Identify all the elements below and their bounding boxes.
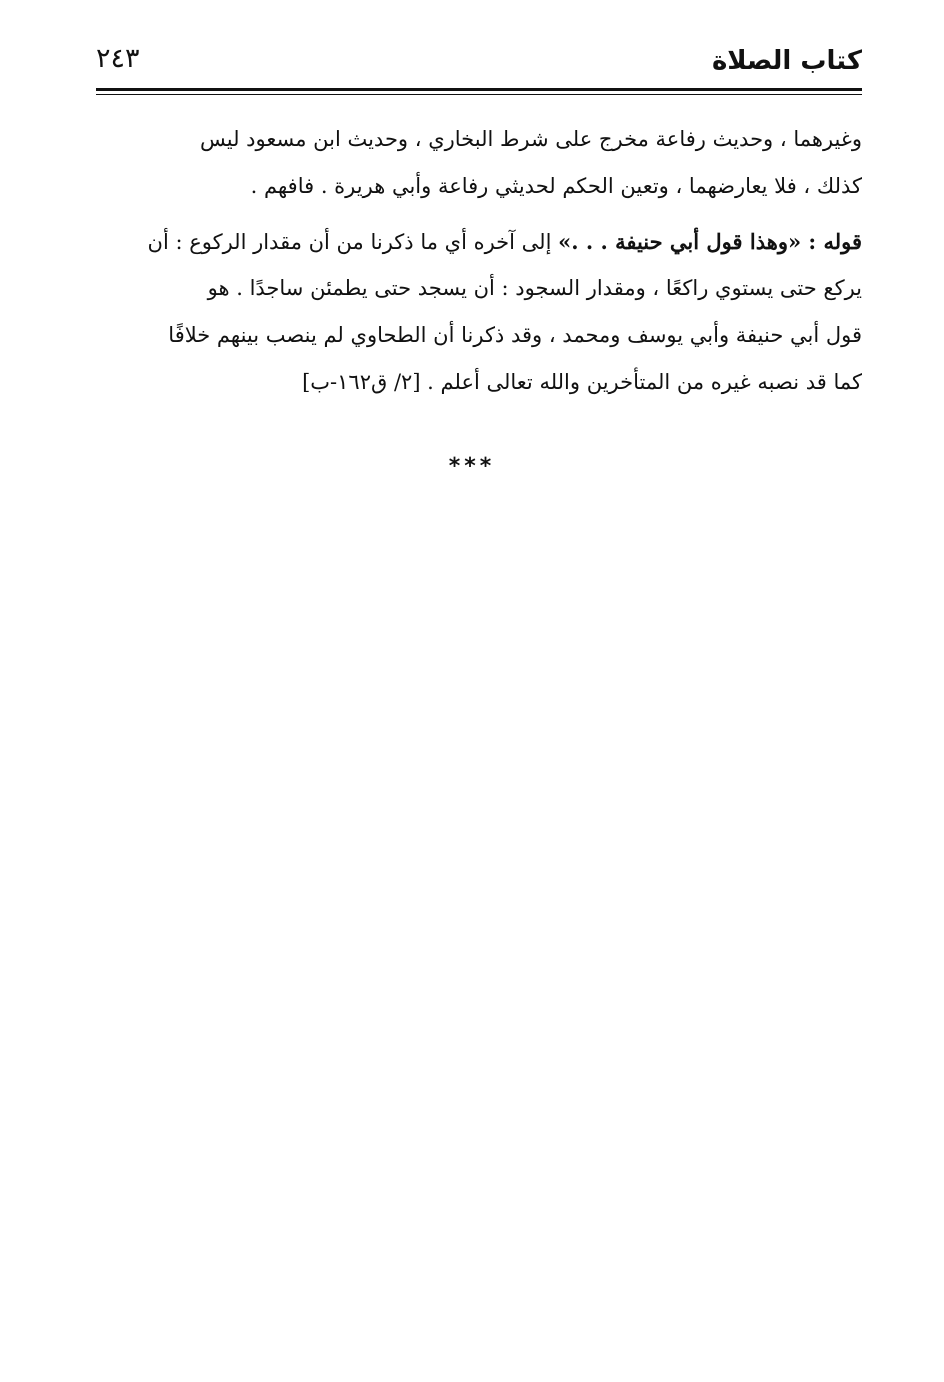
- section-separator: ***: [448, 454, 496, 479]
- paragraph-gap: [96, 210, 862, 218]
- text-line: [96, 218, 862, 265]
- page-header: [96, 40, 862, 88]
- header-rule-thick: [96, 88, 862, 91]
- running-title: كتاب الصلاة: [711, 46, 862, 76]
- paragraph-1: [96, 116, 862, 210]
- quoted-lemma: قوله : «وهذا قول أبي حنيفة . . .»: [558, 229, 862, 254]
- text-line-rest: إلى آخره أي ما ذكرنا من أن مقدار الركوع : أن: [147, 230, 559, 254]
- paragraph-2: [96, 218, 862, 406]
- text-line: كما قد نصبه غيره من المتأخرين والله تعالى أعلم . [٢/ ق١٦٢-ب]: [302, 370, 862, 394]
- header-rule-thin: [96, 94, 862, 95]
- text-line: وغيرهما ، وحديث رفاعة مخرج على شرط البخاري ، وحديث ابن مسعود ليس: [199, 127, 862, 151]
- page-number: ٢٤٣: [96, 43, 140, 74]
- body-text: [96, 116, 862, 406]
- text-line: يركع حتى يستوي راكعًا ، ومقدار السجود : أن يسجد حتى يطمئن ساجدًا . هو: [207, 276, 862, 300]
- text-line: كذلك ، فلا يعارضهما ، وتعين الحكم لحديثي رفاعة وأبي هريرة . فافهم .: [250, 174, 862, 198]
- text-line: قول أبي حنيفة وأبي يوسف ومحمد ، وقد ذكرنا أن الطحاوي لم ينصب بينهم خلافًا: [168, 323, 862, 347]
